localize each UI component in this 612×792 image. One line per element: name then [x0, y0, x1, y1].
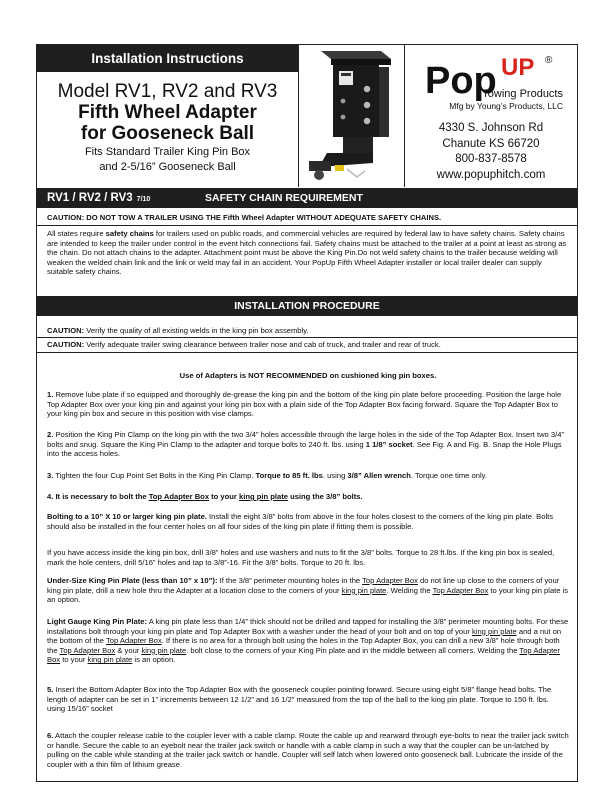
step-2-socket: 1 1/8” socket: [365, 439, 413, 449]
step-2-number: 2.: [47, 430, 54, 439]
step-5-text: Insert the Bottom Adapter Box into the Top Adapter Box with the gooseneck coupler pointing forward. Secure using eight 5/8” flange head bolts. The length of adapter can be set in 1” increments between 12 1/2” and 16 1/2” measured from the top of the ball to the king pin plate. Torque to 150 ft. lbs. using 15/16” socket: [47, 685, 552, 714]
step-2: [47, 430, 569, 459]
step-3-wrench: 3/8” Allen wrench: [347, 471, 411, 480]
light-text-i: . bolt close to the corners of your King Pin plate and in the middle between all corners. Welding the: [186, 645, 520, 655]
step-1-text: Remove lube plate if so equipped and thoroughly de-grease the king pin and the bottom of the king pin plate before proceeding. Position the large hole Top Adapter Box over your king pin and against your king pin box with a plain side of the Top Adapter Box facing forward. Square the Top Adapter Box to your king pin box and secure in this position with vise clamps.: [47, 390, 562, 419]
light-text-m: is an option.: [132, 655, 176, 665]
website-link[interactable]: www.popuphitch.com: [436, 168, 546, 181]
registered-mark: ®: [545, 55, 553, 66]
caution-label: CAUTION:: [47, 326, 85, 335]
step-2-text-c: . See Fig. A and Fig. B. Snap the Hole Plugs into the access holes.: [47, 439, 562, 459]
undersize-text-e: . Welding the: [386, 585, 433, 595]
step-4-text-a: 4. It is necessary to bolt the: [47, 492, 149, 501]
product-photo: [299, 45, 405, 187]
phone-number: 800-837-8578: [455, 153, 527, 165]
caution-2: [47, 340, 569, 350]
light-top-box-3: Top Adapter Box: [47, 645, 560, 665]
step-6-text: Attach the coupler release cable to the coupler lever with a cable clamp. Route the cable up and rearward through eye-bolts to near the trailer jack switch or handle. Secure the cable to an eyebolt near the trailer jack switch or handle with a cable clamp in such a way that the coupler can be un-latched by pulling on the cable while standing at the trailer jack switch or handle. Coupler will self latch when lowered onto gooseneck ball. Lubricate the inside of the coupler with a thin film of lithium grease.: [47, 731, 569, 769]
safety-title: SAFETY CHAIN REQUIREMENT: [205, 192, 363, 204]
safety-body-a: All states require: [47, 229, 106, 238]
adapter-image: [299, 45, 405, 187]
undersize-paragraph: [47, 576, 569, 605]
step-4-text-e: using the 3/8” bolts.: [287, 492, 363, 501]
step-1: [47, 390, 569, 419]
model-codes: [47, 188, 150, 210]
step-3-text-a: Tighten the four Cup Point Set Bolts in the King Pin Clamp.: [53, 471, 256, 480]
step-2-text-a: Position the King Pin Clamp on the king pin with the two 3/4” holes accessible through the large holes in the side of the Top Adapter Box. Insert two 3/4” bolts and snug. Square the King Pin Clamp to the adapter and torque bolts to 240 ft. lbs. using: [47, 430, 564, 449]
product-line-2: for Gooseneck Ball: [80, 123, 255, 144]
step-5-number: 5.: [47, 685, 54, 694]
undersize-text-c: do not line up close to the corners of your king pin plate, drill a new hole thru the Adapter at a location close to the corners of your: [47, 576, 560, 595]
procedure-title: INSTALLATION PROCEDURE: [234, 300, 380, 312]
safety-body-bold: safety chains: [105, 229, 154, 238]
step-3-torque: Torque to 85 ft. lbs: [255, 471, 323, 480]
light-top-box-2: Top Adapter Box: [59, 645, 116, 655]
address-line-2: Chanute KS 66720: [442, 137, 540, 150]
safety-section-bar: [37, 188, 577, 208]
safety-body-c: for trailers used on public roads, and commercial vehicles are required by federal law to have safety chains. Safety chains are intended to keep the trailer under control in the event hitch connections fail. Safety chains must be attached to the trailer at a point at least as strong as the chain. Do not attach chains to the adapter. Attachment point must be above the King Pin.Do not weld safety chains to the trailer because welding will weaken the welded chain link and the link or weld may fail in an accident. Your PopUp Fifth Wheel Adapter installer or local trailer dealer can supply suitable safety chains.: [47, 229, 567, 277]
safety-body: [47, 229, 569, 277]
step-6: [47, 731, 569, 769]
model-line: Model RV1, RV2 and RV3: [57, 81, 278, 102]
install-title: Installation Instructions: [37, 45, 298, 72]
light-plate-2: king pin plate: [141, 645, 187, 655]
light-plate-3: king pin plate: [87, 655, 133, 665]
fits-line-1: Fits Standard Trailer King Pin Box: [84, 146, 251, 158]
light-text-e: . If there is no area for a through bolt using the holes in the Top Adapter Box, you can drill a new 3/8” hole through both the: [47, 636, 560, 655]
light-text-c: and a nut on the bottom of the: [47, 626, 562, 646]
procedure-section-bar: [37, 296, 577, 316]
undersize-top-box: Top Adapter Box: [362, 576, 418, 585]
step-3-text-e: . Torque one time only.: [410, 471, 487, 480]
step-4-text-c: to your: [209, 492, 239, 501]
logo-towing-text: Towing Products: [482, 88, 563, 100]
divider: [37, 352, 577, 353]
caution-1-text: Verify the quality of all existing welds in the king pin box assembly.: [84, 326, 309, 335]
caution-2-text: Verify adequate trailer swing clearance between trailer nose and cab of truck, and trailer and rear of truck.: [84, 340, 441, 349]
undersize-plate: king pin plate: [341, 585, 387, 595]
revision-code: 7/10: [136, 196, 151, 203]
logo-pop-text: Pop: [425, 60, 497, 102]
step-3-number: 3.: [47, 471, 54, 480]
large-plate-label: Bolting to a 10” X 10 or larger king pin plate.: [47, 512, 207, 521]
model-codes-text: RV1 / RV2 / RV3: [47, 192, 133, 204]
large-plate-text: Install the eight 3/8” bolts from above in the four holes closest to the corners of the king pin plate. Bolts should also be installed in the four center holes on all four sides of the king pin plate if fitting them is possible.: [47, 512, 554, 531]
logo-up-text: UP: [501, 54, 535, 81]
document-frame: [36, 44, 578, 782]
undersize-text-g: to your king pin plate is an option.: [47, 585, 569, 605]
undersize-label: Under-Size King Pin Plate (less than 10” x 10”):: [47, 576, 218, 585]
safety-caution: CAUTION: DO NOT TOW A TRAILER USING THE Fifth Wheel Adapter WITHOUT ADEQUATE SAFETY CHAINS.: [47, 213, 442, 222]
light-gauge-label: Light Gauge King Pin Plate:: [47, 617, 147, 626]
light-top-box: Top Adapter Box: [105, 636, 162, 646]
company-address: [405, 121, 577, 183]
step-5: [47, 685, 569, 714]
light-text-k: to your: [60, 655, 88, 665]
logo-mfg-text: Mfg by Young’s Products, LLC: [449, 101, 563, 111]
step-4-plate: king pin plate: [239, 492, 288, 501]
step-3-text-c: . using: [322, 471, 348, 480]
step-3: [47, 471, 569, 481]
step-4-top-box: Top Adapter Box: [148, 492, 210, 501]
undersize-top-box-2: Top Adapter Box: [432, 585, 489, 595]
undersize-text-a: If the 3/8” perimeter mounting holes in the: [217, 576, 363, 585]
large-plate-paragraph: [47, 512, 569, 531]
address-line-1: 4330 S. Johnson Rd: [438, 122, 544, 134]
divider: [37, 225, 577, 226]
step-1-number: 1.: [47, 390, 54, 399]
divider: [37, 337, 577, 338]
step-6-number: 6.: [47, 731, 54, 740]
light-text-a: A king pin plate less than 1/4” thick should not be drilled and tapped for installing the 3/8” perimeter mounting bolts. For these installations bolt through your king pin plate and Top Adapter Box with a washer under the head of your bolt and on top of your: [47, 617, 569, 636]
brand-block: [405, 45, 577, 187]
product-line-1: Fifth Wheel Adapter: [78, 102, 257, 123]
popup-logo: [419, 53, 569, 113]
light-text-g: & your: [115, 645, 142, 655]
caution-1: [47, 326, 569, 336]
step-4: [47, 492, 569, 502]
access-paragraph: If you have access inside the king pin box, drill 3/8” holes and use washers and nuts to fit the 3/8” bolts. Torque to 28 ft.lbs. If the king pin box is sealed, mark the hole centers, drill 5/16” holes and tap to 3/8”-16. Fit the 3/8” bolts. Torque to 20 ft. lbs.: [47, 548, 555, 567]
title-block: [37, 45, 299, 187]
caution-label: CAUTION:: [47, 340, 85, 349]
light-plate: king pin plate: [471, 626, 517, 636]
not-recommended-note: Use of Adapters is NOT RECOMMENDED on cushioned king pin boxes.: [179, 371, 437, 380]
fits-line-2: and 2-5/16” Gooseneck Ball: [99, 161, 236, 173]
header: [37, 45, 577, 187]
light-gauge-paragraph: [47, 617, 569, 665]
